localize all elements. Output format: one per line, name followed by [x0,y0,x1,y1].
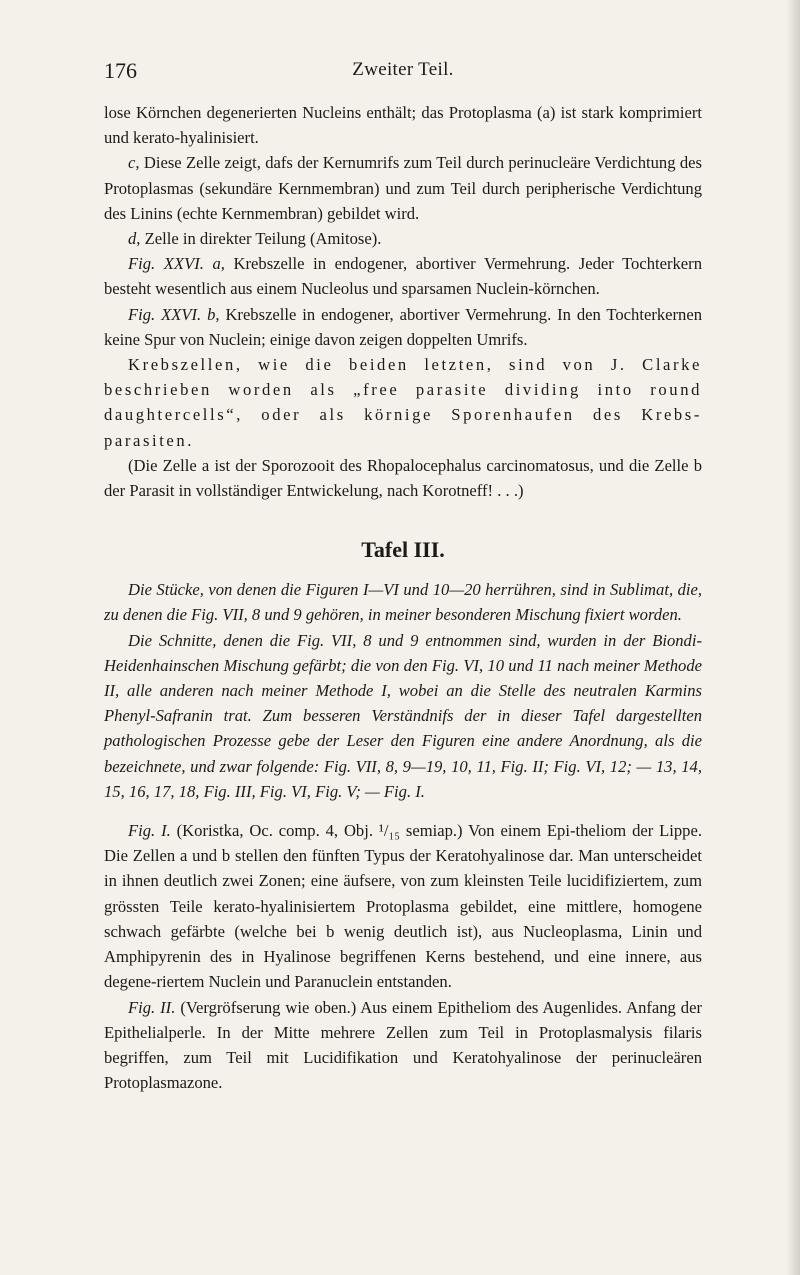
paragraph-text: Krebszelle in endogener, abortiver Vermehrung. Jeder Tochterkern besteht wesentlich aus einem Nucleolus und sparsamen Nuclein-körnchen. [104,254,702,299]
paragraph-continuation: lose Körnchen degenerierten Nucleins enthält; das Protoplasma (a) ist stark komprimiert und kerato-hyalinisiert. [104,103,702,148]
page-number: 176 [104,58,137,83]
body-text [104,100,702,1095]
spacer [104,804,702,818]
paragraph-text: Diese Zelle zeigt, dafs der Kernumrifs zum Teil durch perinucleäre Verdichtung des Protoplasmas (sekundäre Kernmembran) und zum Teil durch peripherische Verdichtung des Linins (echte Kernmembran) gebildet wird. [104,153,702,223]
paragraph-fig-xxvi-b [104,302,702,352]
page-header [104,58,702,92]
page-edge-shadow [786,0,800,1275]
figure-label: Fig. XXVI. b, [128,304,220,324]
item-label: d, [128,229,141,249]
paragraph-fig-xxvi-a [104,251,702,301]
figure-1-description [104,818,702,994]
paragraph-text: Zelle in direkter Teilung (Amitose). [144,229,382,249]
paragraph-krebszellen: Krebszellen, wie die beiden letzten, sind von J. Clarke beschrieben worden als „free parasite dividing into round daughtercells“, oder als körnige Sporenhaufen des Krebs-parasiten. [104,355,702,450]
paragraph-parenthetical: (Die Zelle a ist der Sporozooit des Rhopalocephalus carcinomatosus, und die Zelle b der Parasit in vollständiger Entwickelung, nach Korotneff! . . .) [104,455,702,501]
paragraph-text: Krebszelle in endogener, abortiver Vermehrung. In den Tochterkernen keine Spur von Nuclein; einige davon zeigen doppelten Umrifs. [104,304,702,349]
paragraph-c [104,150,702,226]
figure-label: Fig. II. [128,997,176,1017]
intro-paragraph-2: Die Schnitte, denen die Fig. VII, 8 und 9 entnommen sind, wurden in der Biondi-Heidenhainschen Mischung gefärbt; die von den Fig. VI, 10 und 11 nach meiner Methode II, alle anderen nach meiner Methode I, wobei an die Stelle des neutralen Karmins Phenyl-Safranin trat. Zum besseren Verständnifs der in dieser Tafel dargestellten pathologischen Prozesse gebe der Leser den Figuren eine andere Anordnung, als die bezeichnete, und zwar folgende: Fig. VII, 8, 9—19, 10, 11, Fig. II; Fig. VI, 12; — 13, 14, 15, 16, 17, 18, Fig. III, Fig. VI, Fig. V; — Fig. I. [104,630,702,801]
running-head: Zweiter Teil. [352,59,454,80]
paragraph-d [104,226,702,251]
book-page [104,58,702,1095]
figure-text: (Vergröfserung wie oben.) Aus einem Epitheliom des Augenlides. Anfang der Epithelialperle. In der Mitte mehrere Zellen zum Teil in Protoplasmalysis filaris begriffen, zum Teil mit Lucidifikation und Keratohyalinose der perinucleären Protoplasmazone. [104,997,702,1093]
section-title: Tafel III. [361,537,445,563]
plate-introduction [104,577,702,804]
intro-paragraph-1: Die Stücke, von denen die Figuren I—VI und 10—20 herrühren, sind in Sublimat, die, zu denen die Fig. VII, 8 und 9 gehören, in meiner besonderen Mischung fixiert worden. [104,580,702,625]
figure-2-description [104,995,702,1096]
item-label: c, [128,153,140,173]
figure-label: Fig. XXVI. a, [128,254,225,274]
figure-label: Fig. I. [128,821,171,841]
figure-text: (Koristka, Oc. comp. 4, Obj. ¹/₁₅ semiap.) Von einem Epi-theliom der Lippe. Die Zellen a und b stellen den fünften Typus der Keratohyalinose dar. Man unterscheidet in ihnen deutlich zwei Zonen; eine äufsere, von zum kleinsten Teile lucidifiziertem, zum grössten Teile kerato-hyalinisiertem Protoplasma gebildet, eine mittlere, homogene schwach gefärbte (welche bei b wenig deutlich ist), aus Nucleoplasma, Linin und Amphipyrenin des in Hyalinose begriffenen Kerns bestehend, und eine innere, aus degene-riertem Nuclein und Paranuclein entstanden. [104,821,702,992]
